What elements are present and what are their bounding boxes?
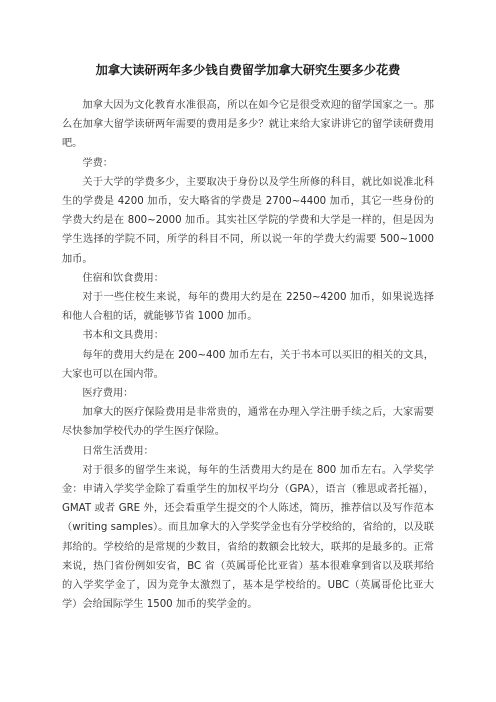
medical-paragraph: 加拿大的医疗保险费用是非常贵的，通常在办理入学注册手续之后，大家需要尽快参加学校代办的学生医疗保险。 xyxy=(62,407,434,438)
intro-paragraph: 加拿大因为文化教育水准很高，所以在如今它是很受欢迎的留学国家之一。那么在加拿大留学读研两年需要的费用是多少？就让来给大家讲讲它的留学读研费用吧。 xyxy=(62,100,434,150)
medical-heading: 医疗费用： xyxy=(82,388,134,400)
books-paragraph: 每年的费用大约是在 200~400 加币左右，关于书本可以买旧的相关的文具，大家也可以在国内带。 xyxy=(62,349,434,380)
living-paragraph: 对于很多的留学生来说，每年的生活费用大约是在 800 加币左右。入学奖学金：申请入学奖学金除了看重学生的加权平均分（GPA），语言（雅思或者托福），GMAT 或者 GRE 外，还会看重学生提交的个人陈述，简历，推荐信以及写作范本（writing samples）。而且加拿大的入学奖学金也有分学校给的，省给的，以及联邦给的。学校给的是常规的少数目，省给的数额会比较大，联邦的是最多的。正常来说，热门省份例如安省，BC 省（英属哥伦比亚省）基本很难拿到省以及联邦给的入学奖学金了，因为竞争太激烈了，基本是学校给的。UBC（英属哥伦比亚大学）会给国际学生 1500 加币的奖学金的。 xyxy=(62,464,434,611)
tuition-paragraph: 关于大学的学费多少，主要取决于身份以及学生所修的科目，就比如说准北科生的学费是 4200 加币，安大略省的学费是 2700~4400 加币，其它一些身份的学费大约是在 800~2000 加币。其实社区学院的学费和大学是一样的，但是因为学生选择的学院不同，所学的科目不同，所以说一年的学费大约需要 500~1000 加币。 xyxy=(62,176,434,265)
living-heading: 日常生活费用： xyxy=(82,445,154,457)
books-heading: 书本和文具费用： xyxy=(82,330,164,342)
housing-heading: 住宿和饮食费用： xyxy=(82,272,164,284)
housing-paragraph: 对于一些住校生来说，每年的费用大约是在 2250~4200 加币，如果说选择和他人合租的话，就能够节省 1000 加币。 xyxy=(62,292,434,323)
tuition-heading: 学费： xyxy=(82,157,113,169)
document-title: 加拿大读研两年多少钱自费留学加拿大研究生要多少花费 xyxy=(95,63,401,77)
